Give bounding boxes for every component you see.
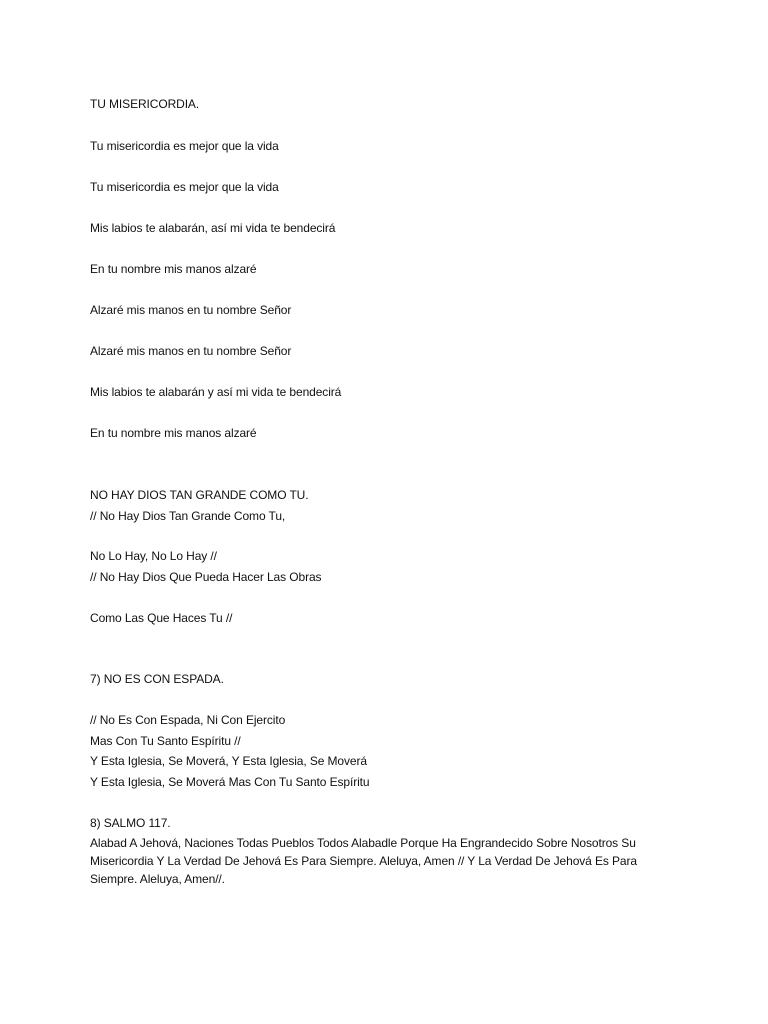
song-title-no-es-con-espada: 7) NO ES CON ESPADA.: [90, 672, 224, 686]
lyric-line: // No Es Con Espada, Ni Con Ejercito: [90, 713, 286, 727]
lyric-line: Tu misericordia es mejor que la vida: [90, 139, 279, 153]
lyric-line: // No Hay Dios Tan Grande Como Tu,: [90, 509, 286, 523]
song-title-no-hay-dios: NO HAY DIOS TAN GRANDE COMO TU.: [90, 488, 309, 502]
lyric-line: Tu misericordia es mejor que la vida: [90, 180, 279, 194]
lyric-line: Mis labios te alabarán, así mi vida te bendecirá: [90, 221, 336, 235]
lyric-line: Mas Con Tu Santo Espíritu //: [90, 734, 241, 748]
song-title-tu-misericordia: TU MISERICORDIA.: [90, 97, 200, 111]
lyric-line: Alzaré mis manos en tu nombre Señor: [90, 303, 292, 317]
psalm-paragraph: Alabad A Jehová, Naciones Todas Pueblos Todos Alabadle Porque Ha Engrandecido Sobre Nosotros Su Misericordia Y La Verdad De Jehová Es Para Siempre. Aleluya, Amen // Y La Verdad De Jehová Es Para Siempre. Aleluya, Amen//.: [90, 836, 637, 886]
lyric-line: // No Hay Dios Que Pueda Hacer Las Obras: [90, 570, 322, 584]
lyric-line: En tu nombre mis manos alzaré: [90, 262, 257, 276]
lyric-line: Alzaré mis manos en tu nombre Señor: [90, 344, 292, 358]
lyric-line: Mis labios te alabarán y así mi vida te bendecirá: [90, 385, 342, 399]
lyric-line: Y Esta Iglesia, Se Moverá, Y Esta Iglesia, Se Moverá: [90, 754, 367, 768]
lyric-line: No Lo Hay, No Lo Hay //: [90, 549, 217, 563]
lyric-line: Y Esta Iglesia, Se Moverá Mas Con Tu Santo Espíritu: [90, 775, 370, 789]
lyric-line: Como Las Que Haces Tu //: [90, 611, 233, 625]
lyric-line: En tu nombre mis manos alzaré: [90, 426, 257, 440]
song-title-salmo-117: 8) SALMO 117.: [90, 816, 171, 830]
